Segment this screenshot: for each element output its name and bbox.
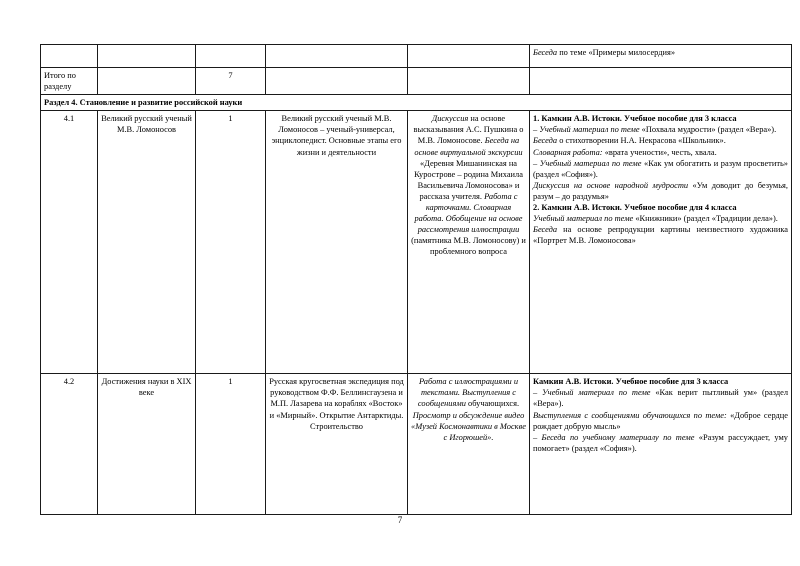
resource-heading: 1. Камкин А.В. Истоки. Учебное пособие для 3 класса — [533, 114, 737, 124]
activity-italic-2: Просмотр и обсуждение видео — [412, 410, 525, 420]
cell-activity — [408, 68, 530, 95]
resource-plain: «Доброе сердце рождает добрую мысль» — [533, 410, 788, 431]
resource-heading: 2. Камкин А.В. Истоки. Учебное пособие для 4 класса — [533, 203, 737, 213]
activity-italic-2: Беседа на основе виртуальной экскурсии — [414, 136, 523, 157]
resource-plain: «Ум доводит до безумья, разум – до раздумья» — [533, 180, 788, 201]
cell-content — [266, 45, 408, 68]
resource-italic: – Учебный материал по теме — [533, 388, 651, 398]
resource-plain: о стихотворении Н.А. Некрасова «Школьник». — [557, 136, 726, 146]
resource-plain: «Книжники» (раздел «Традиции дела»). — [633, 214, 778, 224]
activity-italic-1: Работа с иллюстрациями и текстами. Выступления с сообщениями — [417, 377, 519, 409]
activity-plain-3: (памятника М.В. Ломоносову) и проблемного вопроса — [411, 236, 526, 257]
cell-activity — [408, 111, 530, 374]
cell-topic — [98, 45, 196, 68]
resource-plain: «врата учености», честь, хвала. — [602, 147, 717, 157]
resource-plain: на основе репродукции картины неизвестного художника «Портрет М.В. Ломоносова» — [533, 225, 788, 246]
cell-resources — [530, 68, 792, 95]
activity-italic-3: «Музей Космонавтики в Москве с Игорюшей». — [411, 421, 526, 442]
resource-plain: «Похвала мудрости» (раздел «Вера»). — [639, 125, 777, 135]
cell-number: 4.2 — [41, 374, 98, 515]
activity-plain-1: на основе высказывания А.С. Пушкина о М.В. Ломоносове. — [413, 114, 524, 146]
resource-italic: Дискуссия на основе народной мудрости — [533, 180, 689, 190]
cell-activity — [408, 45, 530, 68]
table-row — [41, 374, 792, 515]
cell-topic: Великий русский ученый М.В. Ломоносов — [98, 111, 196, 374]
resource-plain: «Разум рассуждает, уму помогает» (раздел «София»). — [533, 432, 788, 453]
table-row-section-header — [41, 95, 792, 111]
total-label: Итого по разделу — [41, 68, 98, 95]
resource-italic: Выступления с сообщениями обучающихся по теме: — [533, 410, 727, 420]
resource-plain: «Как верит пытливый ум» (раздел «Вера»). — [533, 388, 788, 409]
cell-activity — [408, 374, 530, 515]
table-row — [41, 45, 792, 68]
resource-rest-text: по теме «Примеры милосердия» — [557, 48, 676, 57]
resource-lead-italic: Беседа — [533, 48, 558, 57]
page-number: 7 — [397, 515, 403, 525]
cell-hours: 1 — [196, 111, 266, 374]
cell-number: 4.1 — [41, 111, 98, 374]
resource-italic: Учебный материал по теме — [533, 214, 634, 224]
activity-plain-2: «Деревня Мишанинская на Курострове – родина Михаила Васильевича Ломоносова» и рассказа учителя. — [414, 158, 523, 201]
activity-plain-1: обучающихся. — [465, 399, 520, 409]
cell-topic — [98, 68, 196, 95]
total-hours: 7 — [196, 68, 266, 95]
resource-italic: – Беседа по учебному материалу по теме — [533, 432, 695, 442]
cell-hours — [196, 45, 266, 68]
resource-plain: «Как ум обогатить и разум просветить» (раздел «София»). — [533, 158, 788, 179]
cell-topic: Достижения науки в XIX веке — [98, 374, 196, 515]
resource-heading: Камкин А.В. Истоки. Учебное пособие для 3 класса — [533, 377, 729, 387]
cell-resources — [530, 45, 792, 68]
cell-resources — [530, 374, 792, 515]
cell-content: Великий русский ученый М.В. Ломоносов – ученый-универсал, энциклопедист. Основные этапы его жизни и деятельности — [266, 111, 408, 374]
cell-number — [41, 45, 98, 68]
resource-italic: Беседа — [533, 136, 558, 146]
table-row-total — [41, 68, 792, 95]
cell-content — [266, 68, 408, 95]
resource-italic: – Учебный материал по теме — [533, 158, 642, 168]
activity-italic-3: Работа с карточками. Словарная работа. Обобщение на основе рассмотрения иллюстрации — [414, 191, 523, 235]
resource-italic: Беседа — [533, 225, 558, 235]
activity-italic-1: Дискуссия — [431, 114, 469, 124]
resource-italic: – Учебный материал по теме — [533, 125, 640, 135]
lesson-plan-table — [40, 44, 792, 515]
table-row — [41, 111, 792, 374]
cell-content: Русская кругосветная экспедиция под руководством Ф.Ф. Беллинсгаузена и М.П. Лазарева на кораблях «Восток» и «Мирный». Открытие Антарктиды. Строительство — [266, 374, 408, 515]
resource-italic: Словарная работа: — [533, 147, 603, 157]
cell-resources — [530, 111, 792, 374]
section-title: Раздел 4. Становление и развитие российской науки — [41, 95, 792, 111]
cell-hours: 1 — [196, 374, 266, 515]
